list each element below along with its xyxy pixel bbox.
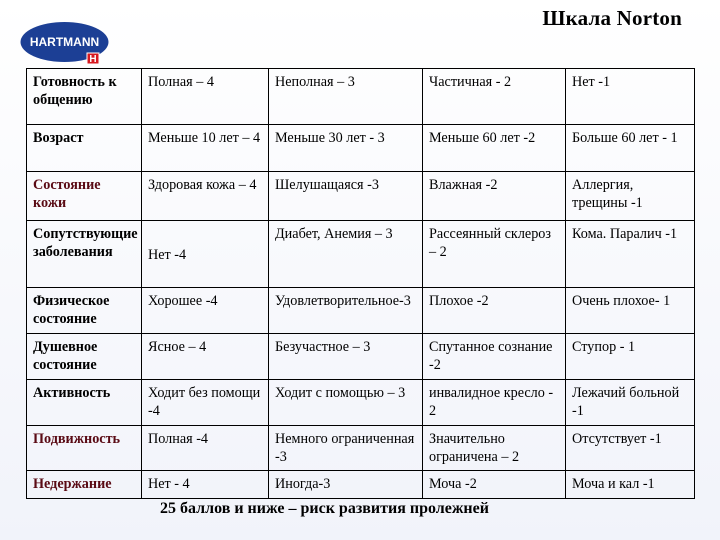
row-label: Возраст — [27, 125, 142, 172]
table-cell: инвалидное кресло - 2 — [423, 380, 566, 426]
table-cell: Спутанное сознание -2 — [423, 334, 566, 380]
table-cell: Значительно ограничена – 2 — [423, 426, 566, 471]
table-cell: Больше 60 лет - 1 — [566, 125, 695, 172]
table-row — [27, 172, 695, 221]
table-cell: Ясное – 4 — [142, 334, 269, 380]
table-cell: Нет -1 — [566, 69, 695, 125]
table-row — [27, 334, 695, 380]
table-cell: Аллергия, трещины -1 — [566, 172, 695, 221]
table-cell: Моча -2 — [423, 471, 566, 499]
table-cell: Очень плохое- 1 — [566, 288, 695, 334]
table-cell: Немного ограниченная -3 — [269, 426, 423, 471]
table-cell: Удовлетворительное-3 — [269, 288, 423, 334]
table-row — [27, 69, 695, 125]
hartmann-logo — [19, 21, 110, 65]
table-cell: Меньше 60 лет -2 — [423, 125, 566, 172]
table-cell: Безучастное – 3 — [269, 334, 423, 380]
logo-badge: H — [89, 54, 97, 65]
row-label: Душевное состояние — [27, 334, 142, 380]
logo-text: HARTMANN — [29, 35, 100, 49]
table-row — [27, 471, 695, 499]
table-cell: Неполная – 3 — [269, 69, 423, 125]
page-title: Шкала Norton — [542, 6, 682, 30]
table-cell: Рассеянный склероз – 2 — [423, 221, 566, 288]
table-row — [27, 221, 695, 288]
table-cell: Влажная -2 — [423, 172, 566, 221]
table-cell: Лежачий больной -1 — [566, 380, 695, 426]
table-cell: Частичная - 2 — [423, 69, 566, 125]
table-cell: Отсутствует -1 — [566, 426, 695, 471]
table-cell: Шелушащаяся -3 — [269, 172, 423, 221]
table-cell: Нет -4 — [142, 221, 269, 288]
row-label: Сопутствующие заболевания — [27, 221, 142, 288]
table-cell: Полная – 4 — [142, 69, 269, 125]
table-cell: Ходит без помощи -4 — [142, 380, 269, 426]
row-label: Физическое состояние — [27, 288, 142, 334]
table-cell: Плохое -2 — [423, 288, 566, 334]
table-cell: Иногда-3 — [269, 471, 423, 499]
table-row — [27, 288, 695, 334]
table-cell: Хорошее -4 — [142, 288, 269, 334]
row-label: Активность — [27, 380, 142, 426]
norton-scale-table — [26, 68, 695, 499]
table-row — [27, 125, 695, 172]
table-cell: Ходит с помощью – 3 — [269, 380, 423, 426]
table-row — [27, 380, 695, 426]
table-cell: Моча и кал -1 — [566, 471, 695, 499]
row-label: Состояние кожи — [27, 172, 142, 221]
risk-note: 25 баллов и ниже – риск развития пролежней — [160, 500, 489, 517]
table-cell: Здоровая кожа – 4 — [142, 172, 269, 221]
table-row — [27, 426, 695, 471]
row-label: Готовность к общению — [27, 69, 142, 125]
row-label: Подвижность — [27, 426, 142, 471]
table-cell: Меньше 30 лет - 3 — [269, 125, 423, 172]
table-cell: Диабет, Анемия – 3 — [269, 221, 423, 288]
table-cell: Полная -4 — [142, 426, 269, 471]
table-cell: Кома. Паралич -1 — [566, 221, 695, 288]
table-cell: Меньше 10 лет – 4 — [142, 125, 269, 172]
table-cell: Ступор - 1 — [566, 334, 695, 380]
table-cell: Нет - 4 — [142, 471, 269, 499]
row-label: Недержание — [27, 471, 142, 499]
